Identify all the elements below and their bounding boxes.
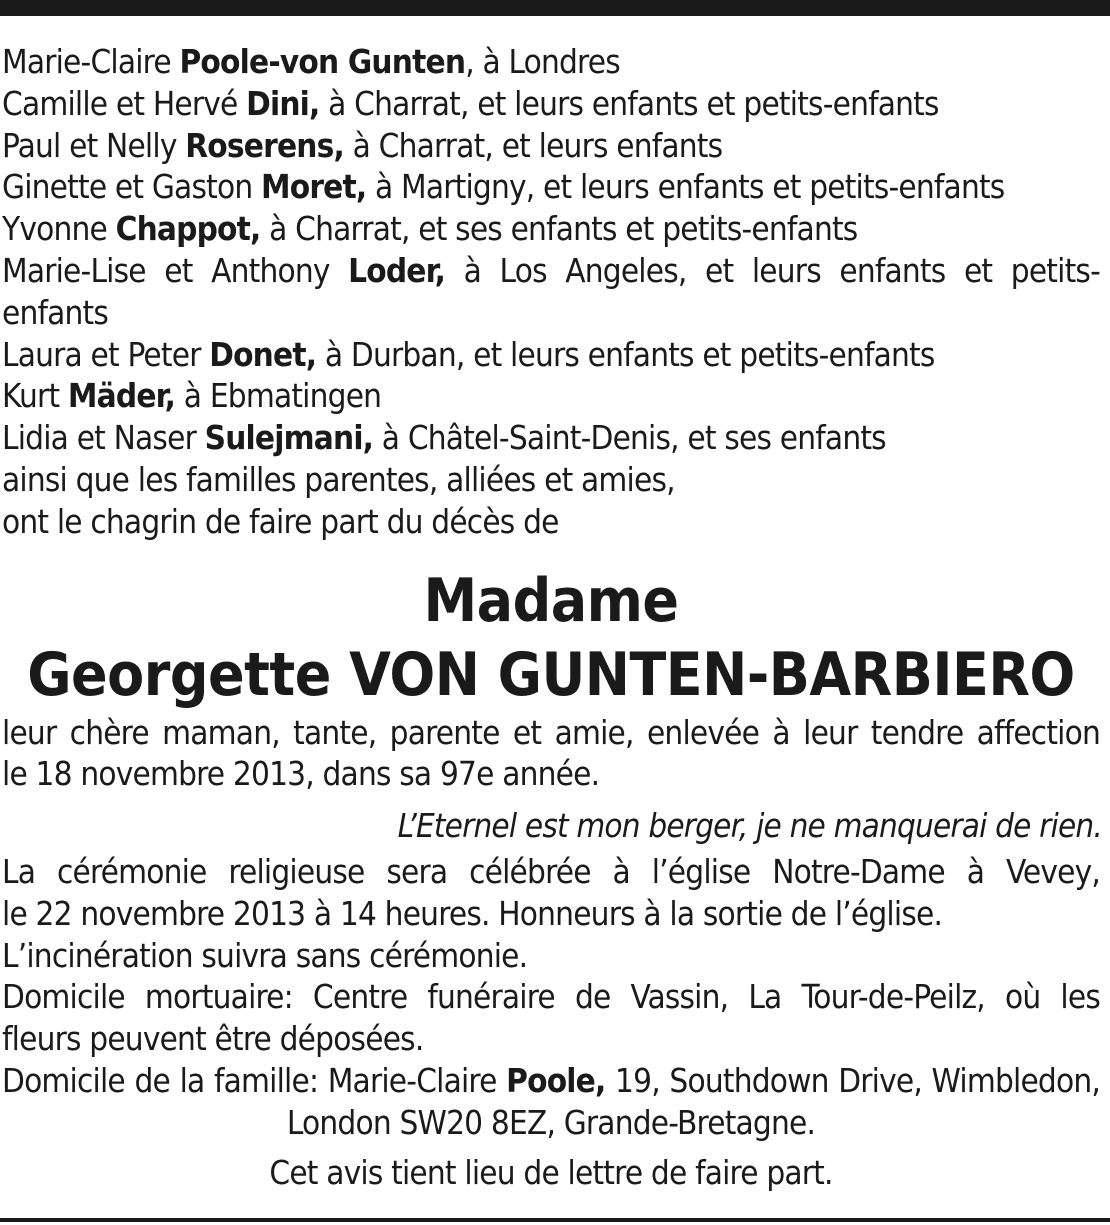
mortuary-line: fleurs peuvent être déposées. (2, 1019, 424, 1059)
family-line-location: , à Londres (465, 42, 620, 81)
family-address-surname: Poole, (506, 1060, 606, 1100)
family-address-line: London SW20 8EZ, Grande-Bretagne. (286, 1102, 816, 1142)
description-line: leur chère maman, tante, parente et amie, enlevée à leur tendre affection (2, 712, 1100, 752)
family-line-surname: Sulejmani, (204, 418, 374, 458)
intro-closing-line: ainsi que les familles parentes, alliées et amies, (2, 459, 675, 499)
family-line-location: à Charrat, et ses enfants et petits-enfants (260, 209, 858, 249)
deceased-honorific: Madame (423, 565, 679, 636)
family-line-continuation (2, 292, 1100, 334)
family-line-given-names: Laura et Peter (2, 334, 210, 374)
family-address-label: Domicile de la famille: Marie-Claire (2, 1060, 507, 1100)
family-line (2, 208, 1100, 250)
family-line-surname: Loder, (348, 250, 446, 290)
family-line (2, 250, 1100, 292)
family-line-surname: Donet, (209, 334, 317, 374)
family-line-surname: Chappot, (115, 209, 261, 249)
ceremony-line: le 22 novembre 2013 à 14 heures. Honneurs à la sortie de l’église. (2, 893, 943, 933)
family-line-location: à Los Angeles, et leurs enfants et petits- (445, 250, 1100, 290)
description-line: le 18 novembre 2013, dans sa 97e année. (2, 754, 600, 794)
family-line (2, 334, 1100, 376)
family-line-location: à Châtel-Saint-Denis, et ses enfants (373, 418, 886, 458)
family-line-surname: Moret, (260, 167, 367, 207)
family-line-given-names: Marie-Lise et Anthony (2, 250, 349, 290)
family-address-line (2, 1060, 1100, 1102)
family-line-given-names: Ginette et Gaston (2, 167, 261, 207)
family-line (2, 166, 1100, 208)
family-line-location: à Charrat, et leurs enfants (344, 125, 723, 165)
family-line-given-names: Yvonne (2, 209, 116, 249)
family-line-surname: Mäder, (67, 376, 176, 416)
bible-verse: L’Eternel est mon berger, je ne manquerai de rien. (397, 806, 1102, 846)
intro-closing-line: ont le chagrin de faire part du décès de (2, 501, 559, 541)
family-line-surname: Dini, (246, 83, 320, 123)
family-line-location: enfants (2, 292, 109, 332)
family-line-location: à Durban, et leurs enfants et petits-enfants (316, 334, 935, 374)
deceased-name: Georgette VON GUNTEN-BARBIERO (27, 639, 1075, 710)
family-line-given-names: Paul et Nelly (2, 125, 186, 165)
family-line-given-names: Kurt (2, 376, 68, 416)
bottom-rule (0, 1218, 1110, 1222)
family-line-location: à Martigny, et leurs enfants et petits-enfants (366, 167, 1005, 207)
ceremony-line: La cérémonie religieuse sera célébrée à l’église Notre-Dame à Vevey, (2, 851, 1100, 891)
mortuary-line: Domicile mortuaire: Centre funéraire de Vassin, La Tour-de-Peilz, où les (2, 977, 1100, 1017)
family-line-surname: Poole-von Gunten (179, 42, 466, 81)
family-line-surname: Roserens, (185, 125, 344, 165)
family-line (2, 125, 1100, 167)
family-line (2, 83, 1100, 125)
family-line-given-names: Lidia et Naser (2, 418, 205, 458)
top-rule (0, 0, 1110, 16)
death-notice (2, 41, 1100, 1193)
family-line-given-names: Camille et Hervé (2, 83, 247, 123)
family-line (2, 375, 1100, 417)
family-line (2, 41, 1100, 83)
family-line-given-names: Marie-Claire (2, 42, 180, 81)
closing-note: Cet avis tient lieu de lettre de faire part. (269, 1152, 833, 1192)
ceremony-line: L’incinération suivra sans cérémonie. (2, 935, 528, 975)
family-line (2, 417, 1100, 459)
family-line-location: à Charrat, et leurs enfants et petits-enfants (319, 83, 939, 123)
family-address-street: 19, Southdown Drive, Wimbledon, (605, 1060, 1100, 1100)
family-line-location: à Ebmatingen (175, 376, 382, 416)
